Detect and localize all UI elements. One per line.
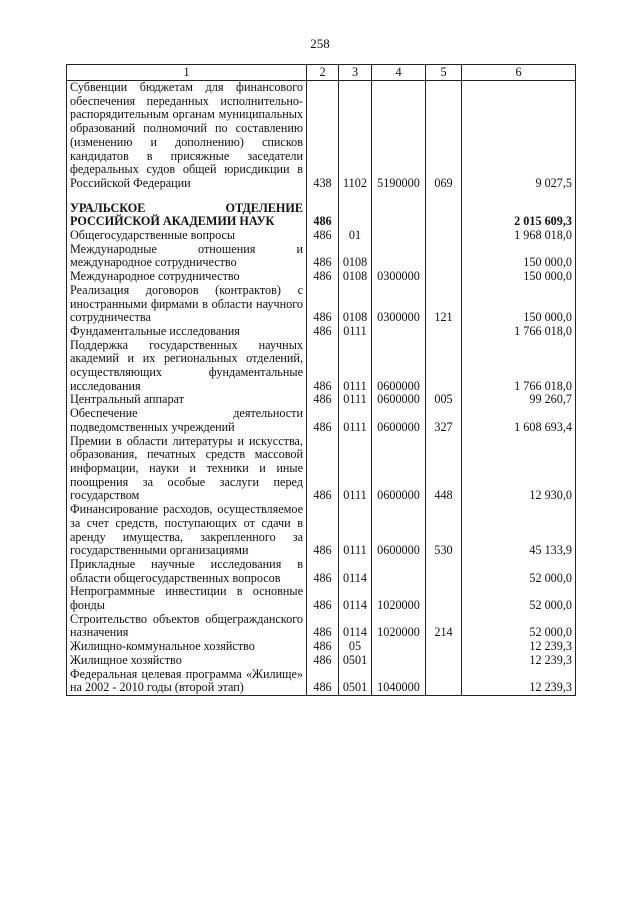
row-name-cell: Международное сотрудничество <box>67 270 307 284</box>
expense-type-cell: 214 <box>426 613 462 640</box>
table-row <box>67 339 576 394</box>
row-name-cell: Жилищное хозяйство <box>67 654 307 668</box>
section-code-cell: 1102 <box>339 81 372 191</box>
section-code-cell <box>339 191 372 229</box>
column-header: 6 <box>462 65 576 81</box>
table-row <box>67 585 576 612</box>
target-article-cell: 0300000 <box>372 270 426 284</box>
row-name-cell: Премии в области литературы и искусства, образования, печатных средств массовой информации, науки и техники и иные поощрения за особые заслуги перед государством <box>67 435 307 504</box>
amount-cell: 1 766 018,0 <box>462 325 576 339</box>
section-code-cell: 0111 <box>339 325 372 339</box>
section-code-cell: 0108 <box>339 243 372 270</box>
target-article-cell: 5190000 <box>372 81 426 191</box>
amount-cell: 12 239,3 <box>462 668 576 696</box>
ministry-code-cell: 486 <box>307 243 339 270</box>
expense-type-cell: 121 <box>426 284 462 325</box>
ministry-code-cell: 486 <box>307 393 339 407</box>
row-name-cell: Прикладные научные исследования в области общегосударственных вопросов <box>67 558 307 585</box>
section-code-cell: 0111 <box>339 393 372 407</box>
row-name-cell: Фундаментальные исследования <box>67 325 307 339</box>
target-article-cell <box>372 325 426 339</box>
target-article-cell: 1020000 <box>372 613 426 640</box>
amount-cell: 12 239,3 <box>462 640 576 654</box>
amount-cell: 150 000,0 <box>462 284 576 325</box>
ministry-code-cell: 486 <box>307 585 339 612</box>
section-code-cell: 05 <box>339 640 372 654</box>
target-article-cell <box>372 243 426 270</box>
row-name-cell: Финансирование расходов, осуществляемое за счет средств, поступающих от сдачи в аренду имущества, закрепленного за государственными организациями <box>67 503 307 558</box>
ministry-code-cell: 486 <box>307 435 339 504</box>
row-name-cell: УРАЛЬСКОЕ ОТДЕЛЕНИЕ РОССИЙСКОЙ АКАДЕМИИ НАУК <box>67 191 307 229</box>
row-name-cell: Федеральная целевая программа «Жилище» на 2002 - 2010 годы (второй этап) <box>67 668 307 696</box>
section-code-cell: 0111 <box>339 339 372 394</box>
target-article-cell <box>372 654 426 668</box>
expense-type-cell: 069 <box>426 81 462 191</box>
table-row <box>67 613 576 640</box>
amount-cell: 45 133,9 <box>462 503 576 558</box>
expense-type-cell: 448 <box>426 435 462 504</box>
expense-type-cell <box>426 325 462 339</box>
section-code-cell: 0501 <box>339 668 372 696</box>
section-code-cell: 0111 <box>339 407 372 434</box>
expense-type-cell <box>426 270 462 284</box>
column-header: 5 <box>426 65 462 81</box>
ministry-code-cell: 486 <box>307 339 339 394</box>
expense-type-cell <box>426 243 462 270</box>
row-name-cell: Непрограммные инвестиции в основные фонды <box>67 585 307 612</box>
table-row <box>67 270 576 284</box>
expense-type-cell <box>426 558 462 585</box>
column-header: 2 <box>307 65 339 81</box>
ministry-code-cell: 486 <box>307 558 339 585</box>
amount-cell: 52 000,0 <box>462 558 576 585</box>
target-article-cell: 0600000 <box>372 435 426 504</box>
target-article-cell <box>372 229 426 243</box>
expense-type-cell <box>426 654 462 668</box>
table-row <box>67 284 576 325</box>
amount-cell: 12 930,0 <box>462 435 576 504</box>
amount-cell: 12 239,3 <box>462 654 576 668</box>
expense-type-cell: 005 <box>426 393 462 407</box>
expense-type-cell <box>426 229 462 243</box>
table-row <box>67 325 576 339</box>
section-code-cell: 0108 <box>339 284 372 325</box>
section-code-cell: 01 <box>339 229 372 243</box>
ministry-code-cell: 486 <box>307 191 339 229</box>
amount-cell: 1 608 693,4 <box>462 407 576 434</box>
table-row <box>67 435 576 504</box>
row-name-cell: Международные отношения и международное сотрудничество <box>67 243 307 270</box>
expense-type-cell: 530 <box>426 503 462 558</box>
section-code-cell: 0501 <box>339 654 372 668</box>
target-article-cell <box>372 640 426 654</box>
ministry-code-cell: 486 <box>307 668 339 696</box>
target-article-cell: 0600000 <box>372 407 426 434</box>
amount-cell: 99 260,7 <box>462 393 576 407</box>
amount-cell: 52 000,0 <box>462 613 576 640</box>
section-code-cell: 0114 <box>339 613 372 640</box>
target-article-cell: 1040000 <box>372 668 426 696</box>
target-article-cell: 0300000 <box>372 284 426 325</box>
row-name-cell: Реализация договоров (контрактов) с иностранными фирмами в области научного сотрудничества <box>67 284 307 325</box>
table-row <box>67 81 576 191</box>
amount-cell: 2 015 609,3 <box>462 191 576 229</box>
expense-type-cell <box>426 585 462 612</box>
ministry-code-cell: 486 <box>307 270 339 284</box>
ministry-code-cell: 486 <box>307 654 339 668</box>
target-article-cell: 1020000 <box>372 585 426 612</box>
column-header: 1 <box>67 65 307 81</box>
table-row <box>67 407 576 434</box>
table-header-row <box>67 65 576 81</box>
ministry-code-cell: 486 <box>307 325 339 339</box>
section-code-cell: 0111 <box>339 435 372 504</box>
table-row <box>67 558 576 585</box>
target-article-cell: 0600000 <box>372 393 426 407</box>
row-name-cell: Строительство объектов общегражданского назначения <box>67 613 307 640</box>
page-number: 258 <box>310 36 330 51</box>
row-name-cell: Общегосударственные вопросы <box>67 229 307 243</box>
section-code-cell: 0114 <box>339 585 372 612</box>
column-header: 4 <box>372 65 426 81</box>
column-header: 3 <box>339 65 372 81</box>
target-article-cell: 0600000 <box>372 503 426 558</box>
ministry-code-cell: 486 <box>307 229 339 243</box>
expense-type-cell <box>426 191 462 229</box>
target-article-cell: 0600000 <box>372 339 426 394</box>
amount-cell: 52 000,0 <box>462 585 576 612</box>
table-row <box>67 654 576 668</box>
table-row <box>67 393 576 407</box>
section-code-cell: 0108 <box>339 270 372 284</box>
amount-cell: 1 766 018,0 <box>462 339 576 394</box>
row-name-cell: Обеспечение деятельности подведомственных учреждений <box>67 407 307 434</box>
ministry-code-cell: 486 <box>307 503 339 558</box>
ministry-code-cell: 486 <box>307 284 339 325</box>
ministry-code-cell: 486 <box>307 640 339 654</box>
budget-table <box>66 64 576 696</box>
amount-cell: 1 968 018,0 <box>462 229 576 243</box>
table-row <box>67 668 576 696</box>
section-code-cell: 0111 <box>339 503 372 558</box>
expense-type-cell <box>426 640 462 654</box>
table-row <box>67 503 576 558</box>
amount-cell: 150 000,0 <box>462 243 576 270</box>
target-article-cell <box>372 191 426 229</box>
table-row <box>67 243 576 270</box>
ministry-code-cell: 438 <box>307 81 339 191</box>
ministry-code-cell: 486 <box>307 407 339 434</box>
row-name-cell: Поддержка государственных научных академий и их региональных отделений, осуществляющих фундаментальные исследования <box>67 339 307 394</box>
ministry-code-cell: 486 <box>307 613 339 640</box>
expense-type-cell <box>426 668 462 696</box>
table-row <box>67 229 576 243</box>
budget-table-body <box>67 81 576 696</box>
table-row <box>67 640 576 654</box>
row-name-cell: Центральный аппарат <box>67 393 307 407</box>
target-article-cell <box>372 558 426 585</box>
expense-type-cell: 327 <box>426 407 462 434</box>
row-name-cell: Жилищно-коммунальное хозяйство <box>67 640 307 654</box>
table-row <box>67 191 576 229</box>
expense-type-cell <box>426 339 462 394</box>
row-name-cell: Субвенции бюджетам для финансового обеспечения переданных исполнительно-распорядительным органам муниципальных образований полномочий по составлению (изменению и дополнению) списков кандидатов в присяжные заседатели федеральных судов общей юрисдикции в Российской Федерации <box>67 81 307 191</box>
amount-cell: 150 000,0 <box>462 270 576 284</box>
amount-cell: 9 027,5 <box>462 81 576 191</box>
section-code-cell: 0114 <box>339 558 372 585</box>
